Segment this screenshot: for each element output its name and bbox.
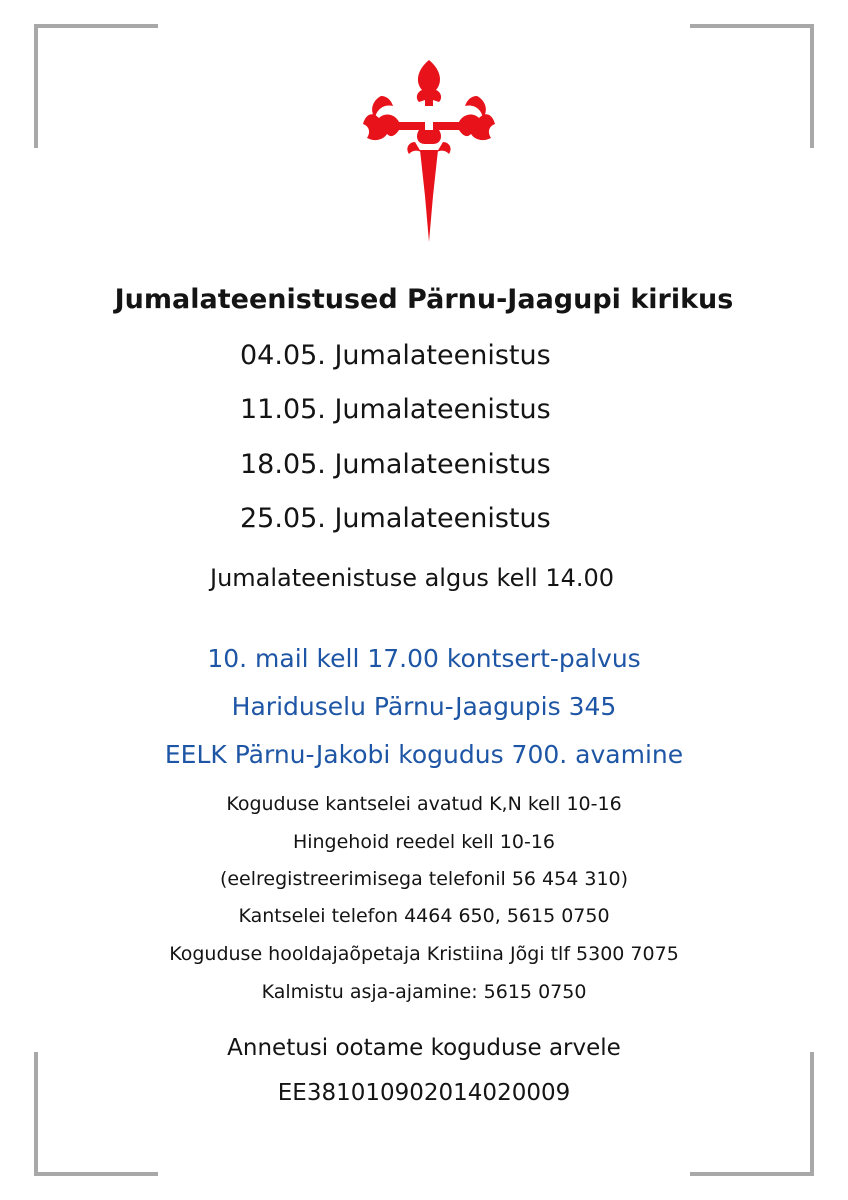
- info-line: (eelregistreerimisega telefonil 56 454 310): [219, 868, 629, 890]
- cross-of-saint-james-icon: [359, 56, 499, 244]
- announcement: Hariduselu Pärnu-Jaagupis 345: [231, 692, 617, 721]
- page-title: Jumalateenistused Pärnu-Jaagupi kirikus: [114, 284, 734, 315]
- info-line: Kantselei telefon 4464 650, 5615 0750: [238, 905, 610, 927]
- service-item: 18.05. Jumalateenistus: [240, 449, 551, 480]
- frame-corner-bottom-right: [690, 1052, 814, 1176]
- announcement: EELK Pärnu-Jakobi kogudus 700. avamine: [164, 740, 684, 769]
- service-item: 25.05. Jumalateenistus: [240, 503, 551, 534]
- frame-corner-top-left: [34, 24, 158, 148]
- info-line: Hingehoid reedel kell 10-16: [292, 831, 556, 853]
- info-line: Kalmistu asja-ajamine: 5615 0750: [261, 981, 587, 1003]
- frame-corner-bottom-left: [34, 1052, 158, 1176]
- info-line: Koguduse kantselei avatud K,N kell 10-16: [226, 793, 622, 815]
- info-line: Koguduse hooldajaõpetaja Kristiina Jõgi tlf 5300 7075: [169, 943, 679, 965]
- donation-account: EE381010902014020009: [277, 1080, 571, 1106]
- announcement: 10. mail kell 17.00 kontsert-palvus: [207, 644, 641, 673]
- service-start-time: Jumalateenistuse algus kell 14.00: [210, 564, 615, 592]
- donation-text: Annetusi ootame koguduse arvele: [227, 1035, 621, 1061]
- service-item: 04.05. Jumalateenistus: [240, 340, 551, 371]
- service-item: 11.05. Jumalateenistus: [240, 394, 551, 425]
- frame-corner-top-right: [690, 24, 814, 148]
